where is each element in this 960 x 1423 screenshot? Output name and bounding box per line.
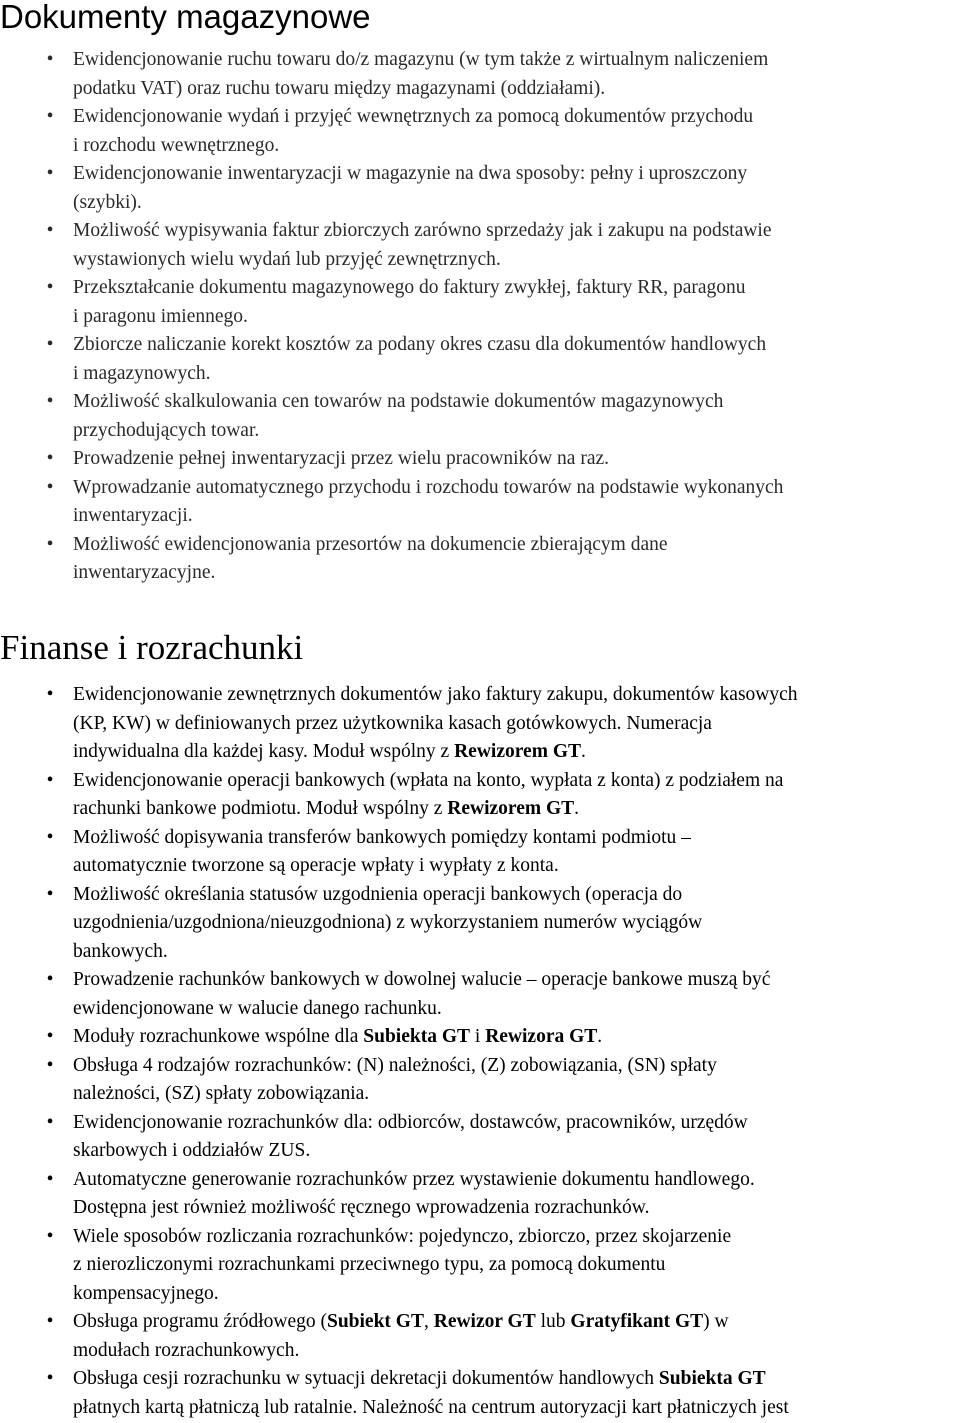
bullet-icon: • (46, 883, 54, 905)
bullet-list-dokumenty-magazynowe (0, 46, 960, 588)
list-item-line: i magazynowych. (73, 362, 211, 384)
list-item-line: Ewidencjonowanie wydań i przyjęć wewnętrznych za pomocą dokumentów przychodu (73, 106, 754, 127)
list-item-line (73, 909, 952, 938)
text-run: Dostępna jest również możliwość ręcznego wprowadzenia rozrachunków. (73, 1197, 650, 1218)
text-run: (KP, KW) w definiowanych przez użytkownika kasach gotówkowych. Numeracja (73, 712, 712, 734)
list-item-line: Możliwość ewidencjonowania przesortów na dokumencie zbierającym dane (73, 533, 668, 555)
bullet-icon: • (46, 163, 54, 184)
list-item-line: wystawionych wielu wydań lub przyjęć zewnętrznych. (73, 248, 501, 270)
list-item-line (73, 1365, 952, 1394)
list-item-line: Prowadzenie pełnej inwentaryzacji przez wielu pracowników na raz. (73, 448, 610, 469)
bullet-icon: • (46, 684, 54, 705)
list-item (0, 1365, 960, 1422)
text-run: Obsługa 4 rodzajów rozrachunków: (N) należności, (Z) zobowiązania, (SN) spłaty (73, 1054, 717, 1076)
list-item (0, 1109, 960, 1166)
text-run: Ewidencjonowanie rozrachunków dla: odbiorców, dostawców, pracowników, urzędów (73, 1111, 748, 1133)
list-item-line (73, 938, 952, 967)
product-name: Subiekt GT (326, 1311, 424, 1332)
bullet-icon: • (46, 1225, 54, 1247)
list-item-line: Ewidencjonowanie inwentaryzacji w magazynie na dwa sposoby: pełny i uproszczony (73, 163, 748, 184)
product-name: Subiekta GT (658, 1368, 766, 1389)
list-item-line: (szybki). (73, 191, 142, 213)
bullet-icon: • (46, 106, 54, 127)
product-name: Subiekta GT (363, 1026, 471, 1047)
list-item (0, 445, 960, 474)
text-run: indywidualna dla każdej kasy. Moduł wspólny z (73, 741, 455, 762)
text-run: Ewidencjonowanie operacji bankowych (wpłata na konto, wypłata z konta) z podziałem na (73, 769, 784, 791)
bullet-icon: • (46, 1026, 54, 1047)
list-item-line: podatku VAT) oraz ruchu towaru między magazynami (oddziałami). (73, 77, 606, 99)
product-name: Rewizor GT (433, 1311, 536, 1332)
bullet-icon: • (46, 1168, 54, 1190)
list-item-line (73, 852, 952, 881)
bullet-icon: • (46, 476, 54, 498)
bullet-icon: • (46, 448, 54, 469)
bullet-icon: • (46, 334, 54, 355)
list-item-line (73, 1308, 952, 1337)
text-run: płatnych kartą płatniczą lub ratalnie. Należność na centrum autoryzacji kart płatniczych jest (73, 1396, 789, 1418)
text-run: Obsługa programu źródłowego ( (73, 1311, 327, 1332)
list-item-line: przychodujących towar. (73, 419, 260, 441)
list-item-line (73, 1052, 952, 1081)
text-run: Prowadzenie rachunków bankowych w dowolnej walucie – operacje bankowe muszą być (73, 969, 771, 990)
list-item-line: Zbiorcze naliczanie korekt kosztów za podany okres czasu dla dokumentów handlowych (73, 334, 767, 355)
list-item-line (73, 1109, 952, 1138)
text-run: skarbowych i oddziałów ZUS. (73, 1140, 311, 1161)
text-run: , (423, 1311, 434, 1332)
section-title-dokumenty-magazynowe: Dokumenty magazynowe (0, 0, 371, 35)
list-item-line (73, 710, 952, 739)
list-item (0, 767, 960, 824)
text-run: . (574, 798, 580, 819)
list-item-line (73, 1394, 952, 1423)
list-item (0, 388, 960, 445)
list-item (0, 46, 960, 103)
bullet-icon: • (46, 391, 54, 412)
text-run: i (470, 1026, 486, 1047)
product-name: Rewizorem GT (454, 741, 581, 762)
bullet-icon: • (46, 969, 54, 990)
list-item-line (73, 1137, 952, 1166)
bullet-icon: • (46, 769, 54, 791)
bullet-icon: • (46, 277, 54, 298)
text-run: ewidencjonowane w walucie danego rachunku. (73, 997, 442, 1019)
text-run: . (581, 741, 586, 762)
list-item (0, 1023, 960, 1052)
bullet-list-finanse-i-rozrachunki (0, 681, 960, 1422)
list-item-line (73, 681, 952, 710)
list-item-line (73, 767, 952, 796)
list-item-line (73, 1080, 952, 1109)
text-run: Automatyczne generowanie rozrachunków przez wystawienie dokumentu handlowego. (73, 1168, 755, 1190)
bullet-icon: • (46, 220, 54, 241)
text-run: kompensacyjnego. (73, 1282, 219, 1304)
list-item-line (73, 966, 952, 995)
list-item-line: Przekształcanie dokumentu magazynowego do faktury zwykłej, faktury RR, paragonu (73, 277, 746, 298)
list-item (0, 1308, 960, 1365)
text-run: ) w (703, 1311, 729, 1332)
list-item-line (73, 1166, 952, 1195)
list-item-line (73, 1023, 952, 1052)
bullet-icon: • (46, 49, 54, 70)
list-item-line: i paragonu imiennego. (73, 305, 248, 327)
list-item (0, 474, 960, 531)
list-item-line (73, 795, 952, 824)
list-item-line (73, 738, 952, 767)
text-run: bankowych. (73, 940, 168, 962)
list-item-line (73, 1223, 952, 1252)
bullet-icon: • (46, 1311, 54, 1332)
text-run: lub (535, 1311, 571, 1332)
text-run: należności, (SZ) spłaty zobowiązania. (73, 1083, 370, 1104)
list-item-line: Możliwość skalkulowania cen towarów na podstawie dokumentów magazynowych (73, 391, 724, 412)
list-item (0, 881, 960, 967)
text-run: . (597, 1026, 603, 1047)
list-item-line: Ewidencjonowanie ruchu towaru do/z magazynu (w tym także z wirtualnym naliczeniem (73, 49, 769, 70)
list-item (0, 103, 960, 160)
text-run: rachunki bankowe podmiotu. Moduł wspólny z (73, 798, 448, 819)
bullet-icon: • (46, 1054, 54, 1076)
list-item-line (73, 995, 952, 1024)
section-title-finanse-i-rozrachunki: Finanse i rozrachunki (0, 628, 304, 667)
text-run: modułach rozrachunkowych. (73, 1339, 300, 1361)
text-run: Ewidencjonowanie zewnętrznych dokumentów jako faktury zakupu, dokumentów kasowych (73, 684, 798, 705)
list-item-line: Wprowadzanie automatycznego przychodu i rozchodu towarów na podstawie wykonanych (73, 476, 784, 498)
text-run: z nierozliczonymi rozrachunkami przeciwnego typu, za pomocą dokumentu (73, 1254, 666, 1275)
list-item-line: Możliwość wypisywania faktur zbiorczych zarówno sprzedaży jak i zakupu na podstawie (73, 220, 772, 241)
list-item-line: i rozchodu wewnętrznego. (73, 134, 280, 156)
list-item (0, 681, 960, 767)
list-item-line (73, 1280, 952, 1309)
list-item (0, 1166, 960, 1223)
list-item-line (73, 1194, 952, 1223)
list-item-line (73, 1251, 952, 1280)
list-item-line (73, 824, 952, 853)
list-item-line (73, 1337, 952, 1366)
text-run: uzgodnienia/uzgodniona/nieuzgodniona) z wykorzystaniem numerów wyciągów (73, 912, 703, 933)
list-item-line: inwentaryzacji. (73, 505, 193, 526)
list-item (0, 824, 960, 881)
text-run: Możliwość określania statusów uzgodnienia operacji bankowych (operacja do (73, 883, 683, 905)
list-item-line (73, 881, 952, 910)
product-name: Rewizorem GT (447, 798, 575, 819)
bullet-icon: • (46, 533, 54, 555)
text-run: Wiele sposobów rozliczania rozrachunków: pojedynczo, zbiorczo, przez skojarzenie (73, 1225, 732, 1247)
list-item (0, 217, 960, 274)
text-run: Możliwość dopisywania transferów bankowych pomiędzy kontami podmiotu – (73, 826, 691, 848)
bullet-icon: • (46, 826, 54, 848)
list-item (0, 331, 960, 388)
text-run: automatycznie tworzone są operacje wpłaty i wypłaty z konta. (73, 855, 559, 876)
list-item-line: inwentaryzacyjne. (73, 562, 216, 583)
product-name: Gratyfikant GT (570, 1311, 704, 1332)
text-run: Obsługa cesji rozrachunku w sytuacji dekretacji dokumentów handlowych (73, 1368, 659, 1389)
product-name: Rewizora GT (485, 1026, 598, 1047)
list-item (0, 160, 960, 217)
list-item (0, 966, 960, 1023)
bullet-icon: • (46, 1111, 54, 1133)
list-item (0, 531, 960, 588)
list-item (0, 1052, 960, 1109)
bullet-icon: • (46, 1368, 54, 1389)
list-item (0, 1223, 960, 1309)
text-run: Moduły rozrachunkowe wspólne dla (73, 1026, 364, 1047)
list-item (0, 274, 960, 331)
